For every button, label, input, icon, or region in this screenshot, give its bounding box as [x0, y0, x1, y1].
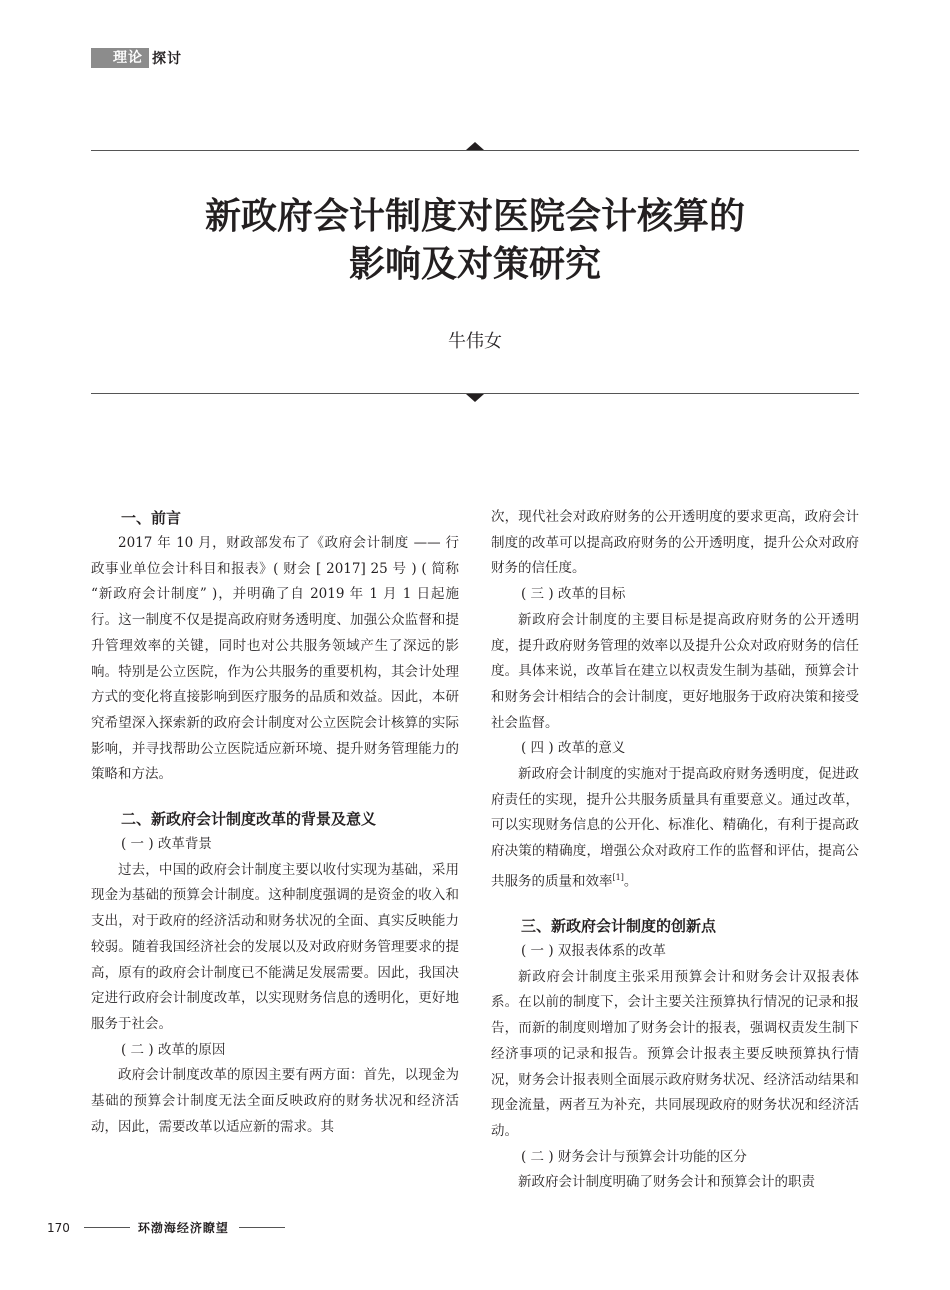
paragraph-end: 。 — [623, 873, 638, 890]
top-rule — [91, 150, 859, 151]
paragraph: 过去，中国的政府会计制度主要以收付实现为基础，采用现金为基础的预算会计制度。这种制度强调的是资金的收入和支出，对于政府的经济活动和财务状况的全面、真实反映能力较弱。随着我国经济社会的发展以及对政府财务管理要求的提高，原有的政府会计制度已不能满足发展需要。因此，我国决定进行政府会计制度改革，以实现财务信息的透明化，更好地服务于社会。 — [91, 861, 459, 1032]
subheading: ( 三 ) 改革的目标 — [521, 586, 626, 603]
section-heading-1: 一、前言 — [121, 509, 182, 527]
footer-rule — [84, 1227, 130, 1228]
right-column — [491, 505, 859, 1196]
section-heading-2: 二、新政府会计制度改革的背景及意义 — [121, 810, 377, 829]
paragraph: 新政府会计制度明确了财务会计和预算会计的职责 — [518, 1174, 815, 1191]
section-tag-text: 探讨 — [152, 51, 182, 67]
article-title — [91, 192, 859, 288]
page-footer — [47, 1219, 285, 1236]
subheading: ( 四 ) 改革的意义 — [521, 740, 626, 757]
paragraph: 政府会计制度改革的原因主要有两方面：首先，以现金为基础的预算会计制度无法全面反映政府的财务状况和经济活动，因此，需要改革以适应新的需求。其 — [91, 1067, 459, 1135]
section-tag-box: 理论 — [91, 48, 149, 68]
title-line-1: 新政府会计制度对医院会计核算的 — [204, 195, 745, 237]
section-tag — [91, 48, 182, 68]
subheading: ( 二 ) 改革的原因 — [121, 1041, 226, 1058]
paragraph: 2017 年 10 月，财政部发布了《政府会计制度 —— 行政事业单位会计科目和报表》( 财会 [ 2017] 25 号 ) ( 简称 “新政府会计制度” )，并明确了自 2019 年 1 月 1 日起施行。这一制度不仅是提高政府财务透明度、加强公众监督和提升管理效率的关键，同时也对公共服务领域产生了深远的影响。特别是公立医院，作为公共服务的重要机构，其会计处理方式的变化将直接影响到医疗服务的品质和效益。因此，本研究希望深入探索新的政府会计制度对公立医院会计核算的实际影响，并寻找帮助公立医院适应新环境、提升财务管理能力的策略和方法。 — [91, 535, 459, 783]
paragraph: 新政府会计制度主张采用预算会计和财务会计双报表体系。在以前的制度下，会计主要关注预算执行情况的记录和报告，而新的制度则增加了财务会计的报表，强调权责发生制下经济事项的记录和报告。预算会计报表主要反映预算执行情况，财务会计报表则全面展示政府财务状况、经济活动结果和现金流量，两者互为补充，共同展现政府的财务状况和经济活动。 — [491, 968, 859, 1139]
paragraph-continued: 次，现代社会对政府财务的公开透明度的要求更高，政府会计制度的改革可以提高政府财务的公开透明度，提升公众对政府财务的信任度。 — [491, 509, 859, 577]
author: 牛伟女 — [448, 331, 502, 352]
subheading: ( 一 ) 双报表体系的改革 — [521, 943, 666, 960]
subheading: ( 一 ) 改革背景 — [121, 836, 212, 853]
journal-name: 环渤海经济瞭望 — [137, 1221, 229, 1235]
footer-rule — [239, 1227, 285, 1228]
left-column — [91, 505, 459, 1140]
subheading: ( 二 ) 财务会计与预算会计功能的区分 — [521, 1148, 747, 1165]
paragraph: 新政府会计制度的主要目标是提高政府财务的公开透明度，提升政府财务管理的效率以及提升公众对政府财务的信任度。具体来说，改革旨在建立以权责发生制为基础，预算会计和财务会计相结合的会计制度，更好地服务于政府决策和接受社会监督。 — [491, 611, 859, 731]
triangle-up-icon — [466, 142, 484, 150]
section-heading-3: 三、新政府会计制度的创新点 — [521, 917, 717, 936]
triangle-down-icon — [466, 394, 484, 402]
paragraph — [491, 762, 859, 895]
title-line-2: 影响及对策研究 — [348, 243, 601, 285]
citation-ref: [1] — [612, 872, 624, 882]
page-number: 170 — [47, 1220, 70, 1235]
paragraph-text: 新政府会计制度的实施对于提高政府财务透明度，促进政府责任的实现，提升公共服务质量具有重要意义。通过改革，可以实现财务信息的公开化、标准化、精确化，有利于提高政府决策的精确度，增强公众对政府工作的监督和评估，提高公共服务的质量和效率 — [491, 766, 859, 890]
